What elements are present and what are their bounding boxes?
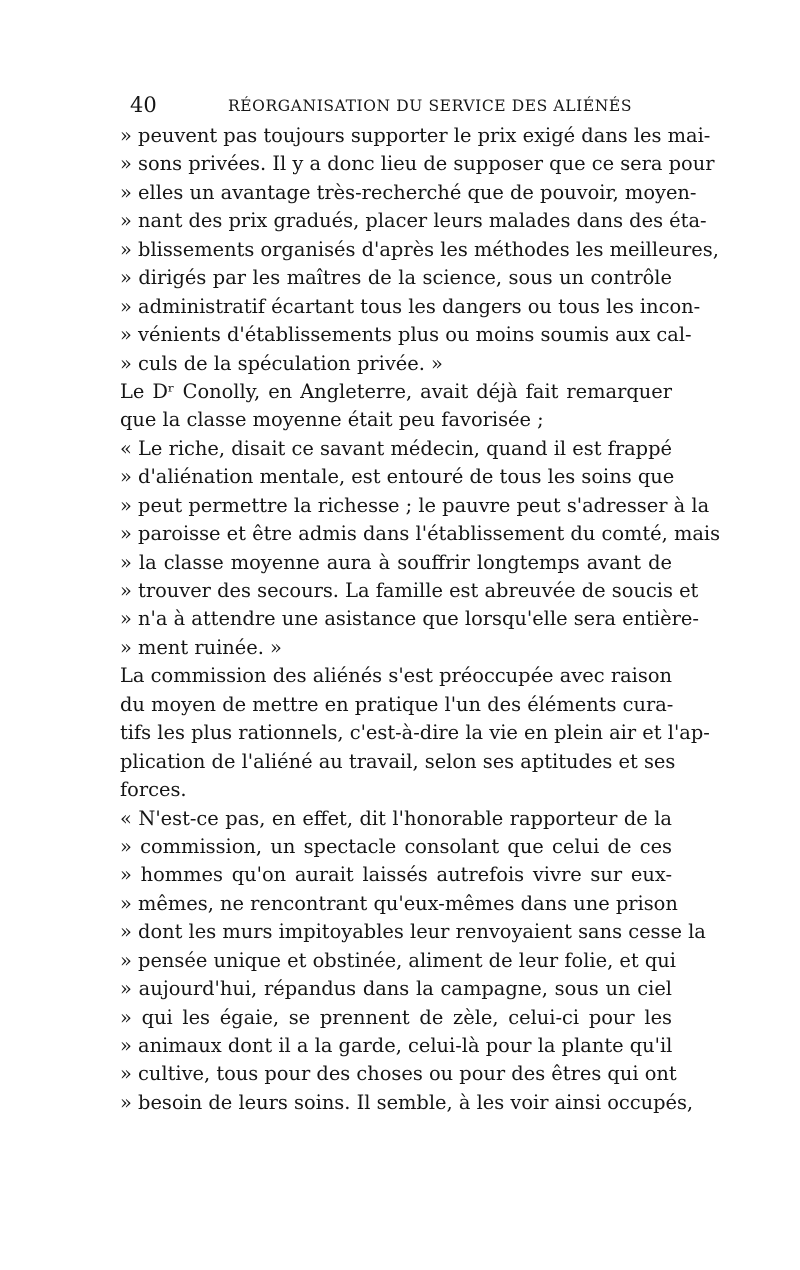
text-line: La commission des aliénés s'est préoccupée avec raison (120, 664, 672, 688)
text-line: « Le riche, disait ce savant médecin, quand il est frappé (120, 436, 672, 460)
text-line: » peuvent pas toujours supporter le prix exigé dans les mai- (120, 124, 711, 147)
text-line: que la classe moyenne était peu favorisée ; (120, 408, 544, 432)
text-line: forces. (120, 778, 187, 802)
page-header (130, 92, 675, 118)
text-line: » culs de la spéculation privée. » (120, 351, 443, 375)
text-line: » mêmes, ne rencontrant qu'eux-mêmes dans une prison (120, 891, 678, 915)
text-line: » cultive, tous pour des choses ou pour des êtres qui ont (120, 1062, 677, 1086)
page-number: 40 (130, 93, 157, 117)
text-line: » commission, un spectacle consolant que celui de ces (120, 834, 672, 858)
text-line: » besoin de leurs soins. Il semble, à les voir ainsi occupés, (120, 1090, 694, 1114)
text-line: » paroisse et être admis dans l'établissement du comté, mais (120, 522, 721, 546)
body-text (120, 122, 721, 1117)
text-line: du moyen de mettre en pratique l'un des éléments cura- (120, 692, 674, 716)
text-line: » trouver des secours. La famille est abreuvée de soucis et (120, 579, 699, 602)
text-line: » qui les égaie, se prennent de zèle, celui-ci pour les (120, 1005, 672, 1029)
text-line: » aujourd'hui, répandus dans la campagne, sous un ciel (120, 977, 672, 1001)
running-title: RÉORGANISATION DU SERVICE DES ALIÉNÉS (228, 97, 633, 115)
text-line: » d'aliénation mentale, est entouré de tous les soins que (120, 465, 675, 489)
text-line: » dirigés par les maîtres de la science, sous un contrôle (120, 266, 672, 290)
text-line: » blissements organisés d'après les méthodes les meilleures, (120, 237, 719, 261)
text-line: » elles un avantage très-recherché que de pouvoir, moyen- (120, 180, 697, 204)
text-line: » dont les murs impitoyables leur renvoyaient sans cesse la (120, 920, 706, 944)
text-line: » hommes qu'on aurait laissés autrefois vivre sur eux- (120, 863, 672, 887)
text-line: « N'est-ce pas, en effet, dit l'honorable rapporteur de la (120, 806, 672, 830)
text-line: tifs les plus rationnels, c'est-à-dire la vie en plein air et l'ap- (120, 721, 710, 745)
text-line: » n'a à attendre une asistance que lorsqu'elle sera entière- (120, 607, 699, 631)
text-line: plication de l'aliéné au travail, selon ses aptitudes et ses (120, 749, 676, 773)
text-line: » nant des prix gradués, placer leurs malades dans des éta- (120, 209, 707, 233)
text-line: » ment ruinée. » (120, 635, 282, 659)
text-line: » peut permettre la richesse ; le pauvre peut s'adresser à la (120, 493, 710, 517)
text-line: » la classe moyenne aura à souffrir longtemps avant de (120, 550, 672, 574)
text-line: » pensée unique et obstinée, aliment de leur folie, et qui (120, 948, 676, 972)
text-line: Le Dʳ Conolly, en Angleterre, avait déjà fait remarquer (120, 379, 672, 403)
text-line: » administratif écartant tous les dangers ou tous les incon- (120, 294, 701, 318)
text-line: » animaux dont il a la garde, celui-là pour la plante qu'il (120, 1034, 673, 1057)
text-line: » sons privées. Il y a donc lieu de supposer que ce sera pour (120, 152, 715, 176)
text-line: » vénients d'établissements plus ou moins soumis aux cal- (120, 323, 692, 347)
